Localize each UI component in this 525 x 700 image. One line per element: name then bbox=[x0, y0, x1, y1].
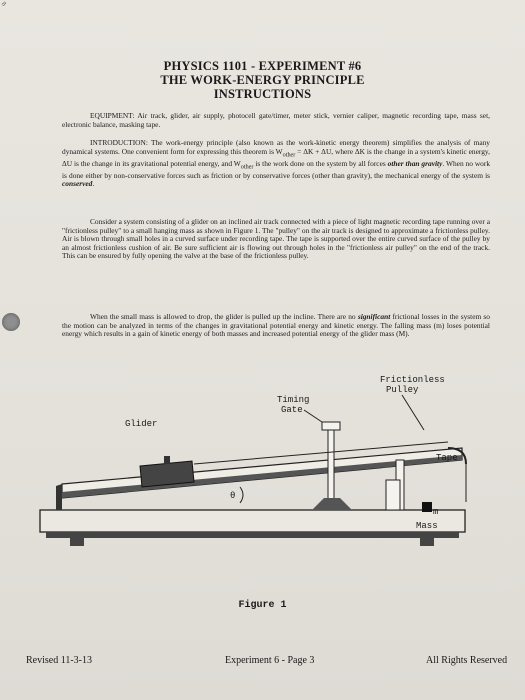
timing-gate-base bbox=[312, 498, 352, 510]
m-label: m bbox=[433, 507, 439, 517]
consider-paragraph bbox=[62, 218, 490, 261]
small-mass-text-2: frictional losses in the system so the motion can be analyzed in terms of the changes in gravitational potential energy and kinetic energy. The falling mass (m) loses potential energy which results in a gain of kinetic energy of both masses and increased potential energy of the glider mass (M). bbox=[62, 312, 490, 339]
gate-label-timing: Timing bbox=[277, 395, 310, 405]
equipment-label: EQUIPMENT: bbox=[90, 111, 135, 120]
pulley-block bbox=[386, 480, 400, 510]
footer-page-number: Experiment 6 - Page 3 bbox=[225, 655, 315, 666]
intro-sub-other-2: other bbox=[240, 164, 254, 171]
document-title: PHYSICS 1101 - EXPERIMENT #6 bbox=[163, 59, 362, 73]
corner-mark: 8 bbox=[0, 0, 8, 9]
intro-text-2: = ΔK + ΔU, where ΔK is the change in a system's kinetic energy, ΔU is the change in its gravitational potential energy, and W bbox=[62, 146, 490, 168]
pulley-label-pulley: Pulley bbox=[386, 385, 419, 395]
intro-text-3: is the work done on the system by all forces bbox=[253, 158, 388, 168]
footer-rights: All Rights Reserved bbox=[426, 655, 508, 666]
document-subtitle: THE WORK-ENERGY PRINCIPLE bbox=[160, 73, 365, 87]
pulley-label-frictionless: Frictionless bbox=[380, 375, 445, 385]
document-heading-instructions: INSTRUCTIONS bbox=[213, 87, 312, 101]
gate-pointer bbox=[304, 410, 322, 422]
glider-fin bbox=[164, 456, 170, 464]
intro-sub-other-1: other bbox=[282, 152, 296, 159]
intro-text-5: . bbox=[92, 179, 95, 189]
glider bbox=[140, 461, 194, 487]
left-leg bbox=[70, 538, 84, 546]
equipment-text: Air track, glider, air supply, photocell gate/timer, meter stick, vernier caliper, magnetic recording tape, mass set, electronic balance, masking tape. bbox=[62, 111, 490, 129]
theta-label: θ bbox=[230, 491, 236, 501]
base-table-shadow bbox=[46, 532, 459, 538]
punch-hole bbox=[2, 313, 20, 331]
right-leg bbox=[420, 538, 434, 546]
intro-text-4: . When no work is done either by non-conservative forces such as friction or by conservative forces (other than gravity), the mechanical energy of the system is bbox=[62, 158, 491, 180]
gate-label-gate: Gate bbox=[281, 405, 303, 415]
figure-caption: Figure 1 bbox=[238, 600, 287, 611]
footer-revised: Revised 11-3-13 bbox=[26, 655, 93, 666]
introduction-paragraph bbox=[62, 139, 490, 189]
pulley-pointer bbox=[402, 395, 424, 430]
equipment-paragraph bbox=[62, 112, 490, 129]
small-mass-emphasis: significant bbox=[357, 312, 391, 321]
small-mass-paragraph bbox=[62, 313, 490, 339]
tape-label: Tape bbox=[436, 453, 458, 463]
intro-emphasis-other-than-gravity: other than gravity bbox=[387, 158, 443, 168]
mass-label: Mass bbox=[416, 521, 438, 531]
base-table-top bbox=[40, 510, 465, 532]
glider-label: Glider bbox=[125, 419, 158, 429]
left-support bbox=[56, 484, 62, 510]
timing-gate-cap bbox=[322, 422, 340, 430]
intro-text-1: The work-energy principle (also known as the work-kinetic energy theorem) simplifies the analysis of many dynamical systems. One convenient form for expressing this theorem is W bbox=[62, 138, 491, 156]
intro-emphasis-conserved: conserved bbox=[62, 179, 93, 189]
small-mass-text-1: When the small mass is allowed to drop, the glider is pulled up the incline. There are no bbox=[90, 312, 358, 321]
figure-1-diagram bbox=[0, 360, 525, 625]
consider-text: Consider a system consisting of a glider on an inclined air track connected with a piece of light magnetic recording tape running over a "frictionless pulley" to a small hanging mass as shown in Figure 1. The "pulley" on the air track is designed to approximate a frictionless pulley. Air is blown through small holes in a curved surface under recording tape. The tape is supported over the entire curved surface of the pulley by an almost frictionless cushion of air. Be sure sufficient air is flowing out through holes in the "frictionless air pulley" on the end of the track. This can be ensured by fully opening the valve at the base of the frictionless pulley. bbox=[62, 217, 490, 261]
hanging-mass bbox=[422, 502, 432, 512]
introduction-label: INTRODUCTION: bbox=[90, 138, 148, 147]
theta-arc bbox=[240, 487, 243, 503]
